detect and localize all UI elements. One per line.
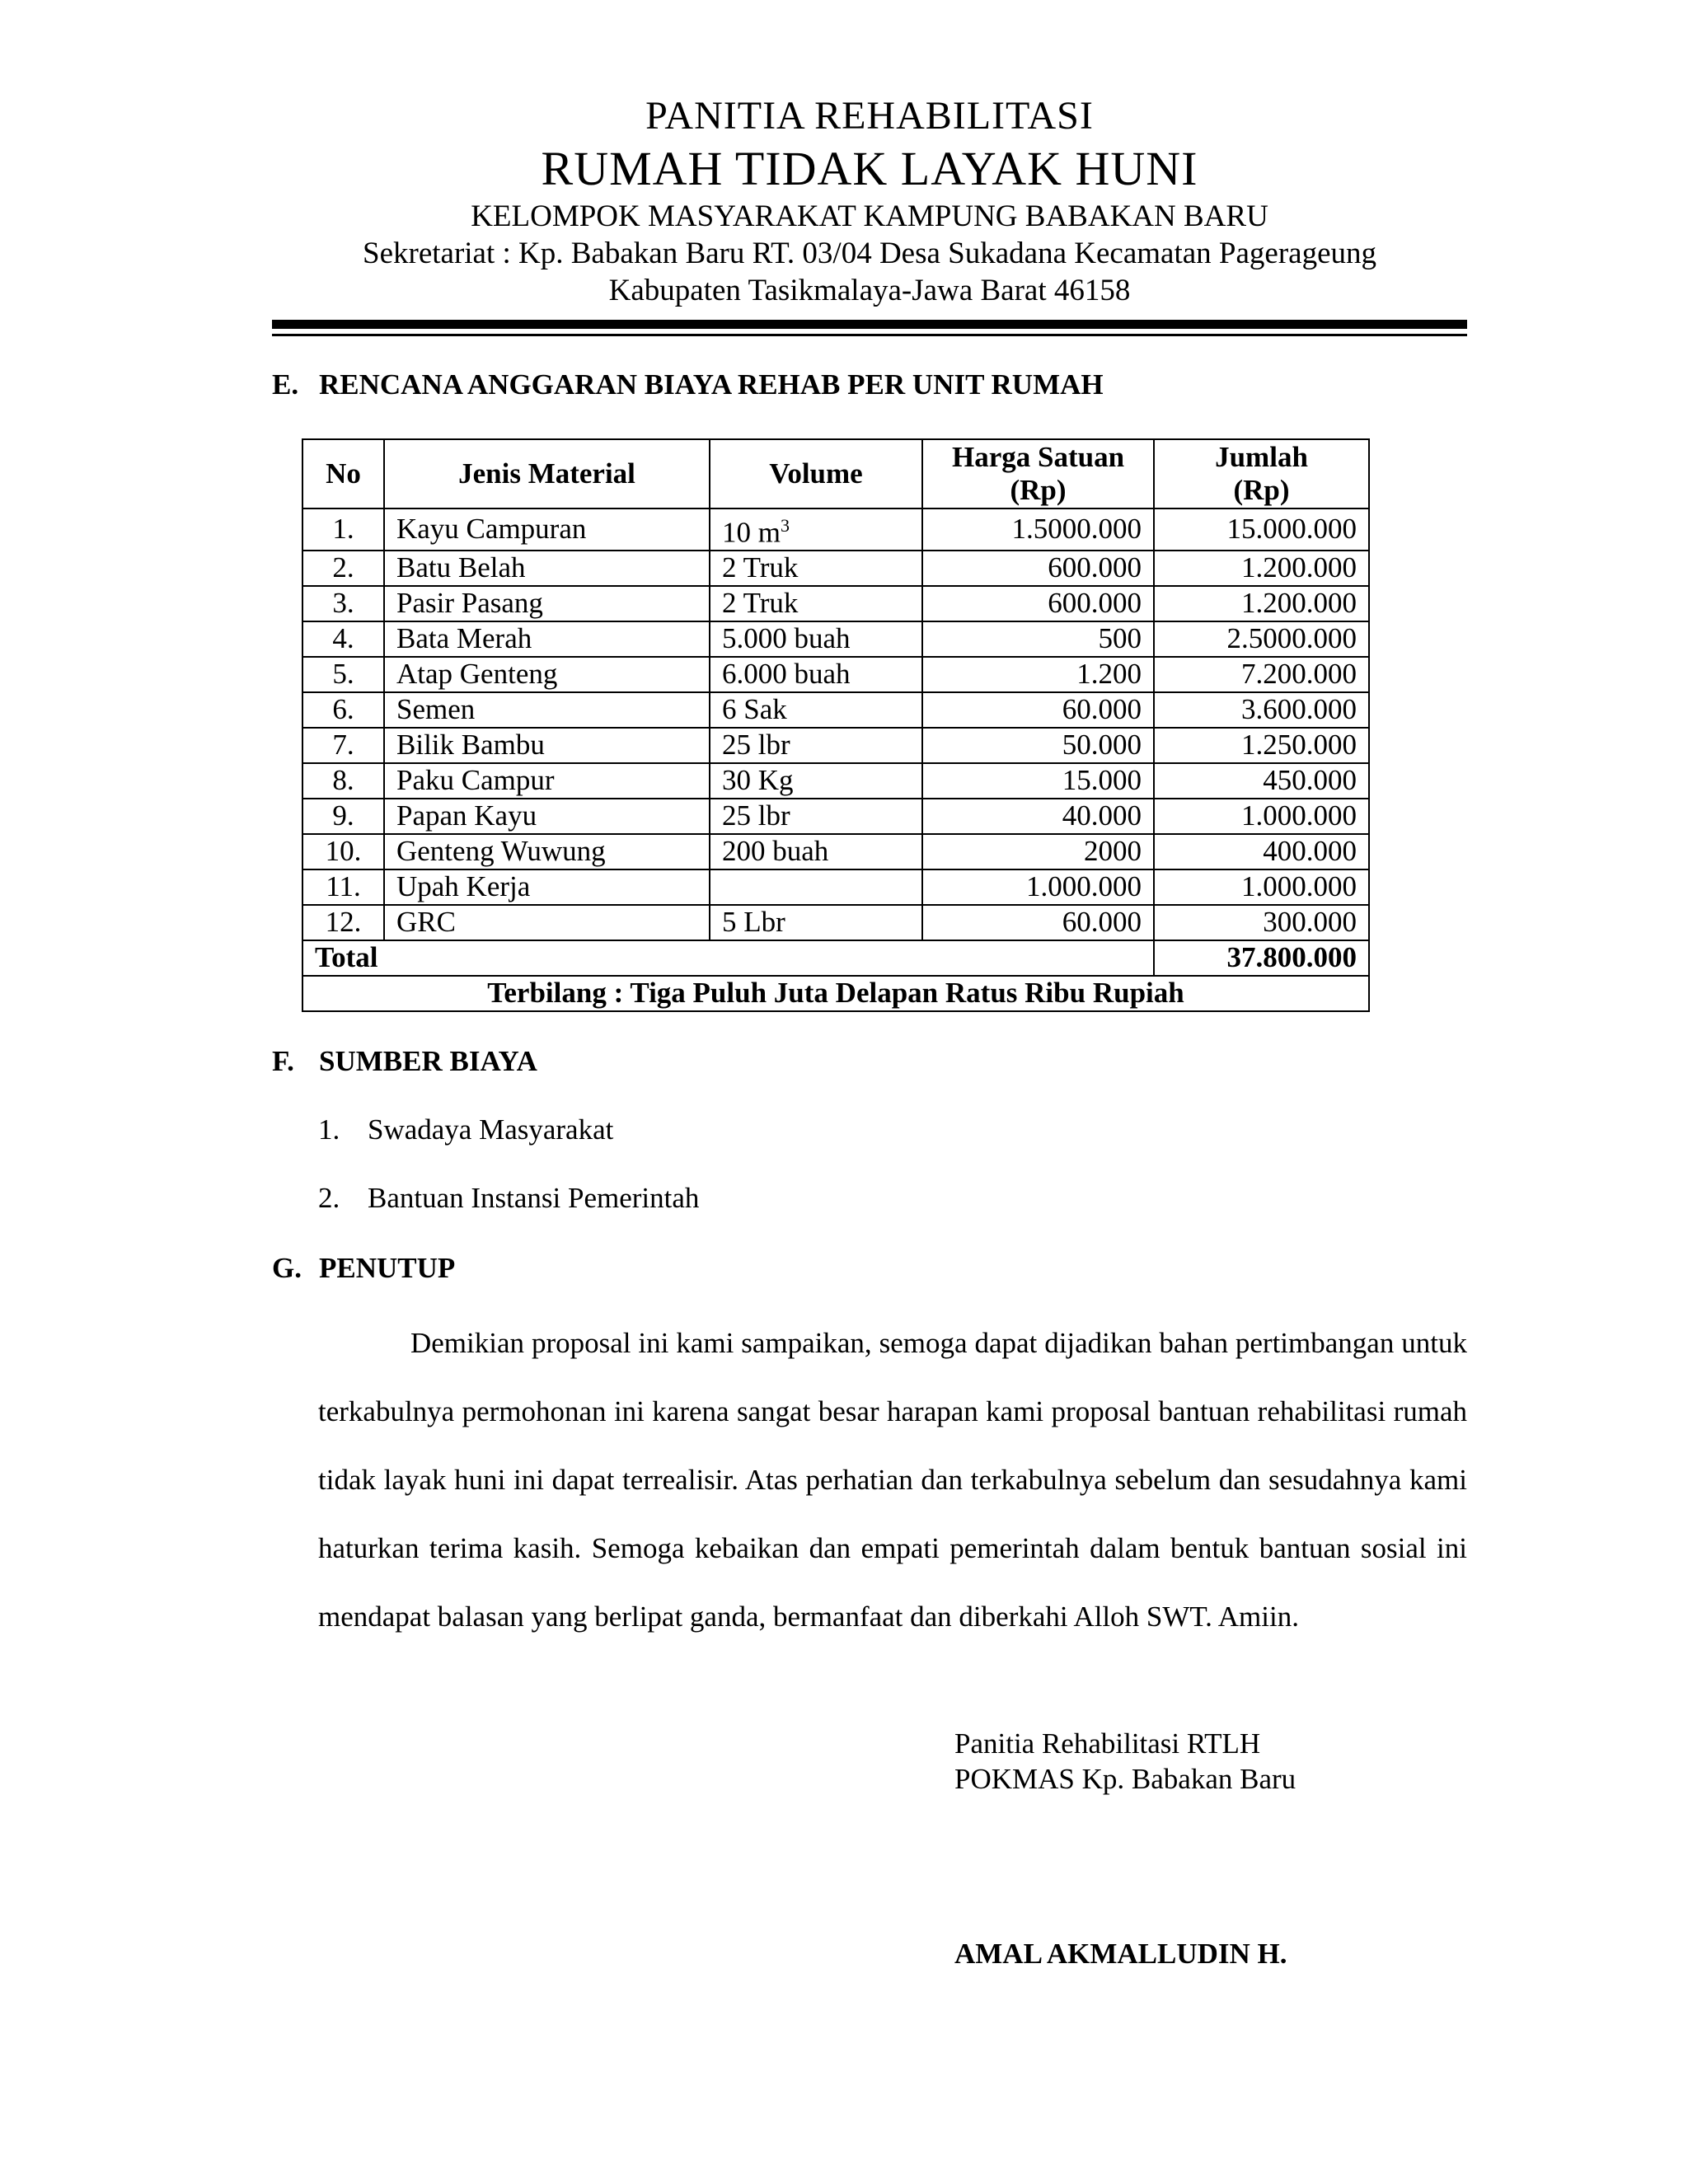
- table-row: [302, 728, 1369, 763]
- letterhead-divider-thin: [272, 334, 1467, 336]
- row-volume: 5 Lbr: [710, 905, 922, 940]
- section-g-title: PENUTUP: [319, 1252, 456, 1284]
- row-no: 5.: [302, 657, 384, 692]
- header-harga-line2: (Rp): [1010, 474, 1067, 506]
- row-jumlah: 1.000.000: [1154, 869, 1369, 905]
- row-harga: 2000: [922, 834, 1154, 869]
- header-harga: [922, 439, 1154, 509]
- row-jumlah: 7.200.000: [1154, 657, 1369, 692]
- table-row: [302, 621, 1369, 657]
- letterhead-title: RUMAH TIDAK LAYAK HUNI: [541, 142, 1198, 195]
- table-header-row: [302, 439, 1369, 509]
- row-volume: 25 lbr: [710, 728, 922, 763]
- row-volume: 2 Truk: [710, 586, 922, 621]
- table-row: [302, 869, 1369, 905]
- table-row: [302, 905, 1369, 940]
- row-no: 1.: [302, 509, 384, 551]
- signature-organization: POKMAS Kp. Babakan Baru: [954, 1763, 1296, 1795]
- letterhead-divider-thick: [272, 320, 1467, 329]
- row-jumlah: 1.250.000: [1154, 728, 1369, 763]
- row-no: 4.: [302, 621, 384, 657]
- table-row: [302, 586, 1369, 621]
- row-jumlah: 450.000: [1154, 763, 1369, 799]
- row-no: 8.: [302, 763, 384, 799]
- section-g-heading: [272, 1251, 455, 1286]
- row-material: Bilik Bambu: [384, 728, 710, 763]
- section-f-heading: [272, 1044, 537, 1079]
- row-no: 3.: [302, 586, 384, 621]
- row-harga: 50.000: [922, 728, 1154, 763]
- letterhead-region: Kabupaten Tasikmalaya-Jawa Barat 46158: [608, 274, 1131, 307]
- row-volume: 6 Sak: [710, 692, 922, 728]
- row-volume: 30 Kg: [710, 763, 922, 799]
- row-harga: 600.000: [922, 551, 1154, 586]
- row-jumlah: 300.000: [1154, 905, 1369, 940]
- signature-block: [954, 1726, 1296, 1797]
- section-g-number: G.: [272, 1252, 302, 1284]
- row-jumlah: 1.200.000: [1154, 586, 1369, 621]
- row-volume: 25 lbr: [710, 799, 922, 834]
- row-volume: [710, 869, 922, 905]
- row-harga: 60.000: [922, 692, 1154, 728]
- row-volume: 6.000 buah: [710, 657, 922, 692]
- row-material: Semen: [384, 692, 710, 728]
- row-harga: 1.5000.000: [922, 509, 1154, 551]
- row-material: Upah Kerja: [384, 869, 710, 905]
- row-volume: 200 buah: [710, 834, 922, 869]
- row-jumlah: 3.600.000: [1154, 692, 1369, 728]
- row-volume: 10 $m^3$: [710, 509, 922, 551]
- row-jumlah: 2.5000.000: [1154, 621, 1369, 657]
- table-row: [302, 551, 1369, 586]
- header-material: Jenis Material: [384, 439, 710, 509]
- table-row: [302, 692, 1369, 728]
- row-harga: 600.000: [922, 586, 1154, 621]
- volume-unit-superscript: 3: [780, 515, 790, 536]
- row-material: Pasir Pasang: [384, 586, 710, 621]
- section-f-title: SUMBER BIAYA: [319, 1045, 537, 1077]
- row-harga: 1.200: [922, 657, 1154, 692]
- row-harga: 15.000: [922, 763, 1154, 799]
- row-material: Genteng Wuwung: [384, 834, 710, 869]
- terbilang-text: Terbilang : Tiga Puluh Juta Delapan Ratus Ribu Rupiah: [302, 976, 1369, 1011]
- header-jumlah-line2: (Rp): [1233, 474, 1290, 506]
- total-label: Total: [302, 940, 1154, 976]
- letterhead: [272, 92, 1467, 309]
- row-material: Atap Genteng: [384, 657, 710, 692]
- row-volume: 5.000 buah: [710, 621, 922, 657]
- row-no: 6.: [302, 692, 384, 728]
- letterhead-address: Sekretariat : Kp. Babakan Baru RT. 03/04 Desa Sukadana Kecamatan Pagerageung: [363, 237, 1376, 270]
- list-item-number: 2.: [318, 1182, 340, 1214]
- table-row: [302, 657, 1369, 692]
- list-item: [318, 1181, 699, 1216]
- row-harga: 60.000: [922, 905, 1154, 940]
- section-f-number: F.: [272, 1045, 294, 1077]
- row-jumlah: 1.200.000: [1154, 551, 1369, 586]
- row-material: Paku Campur: [384, 763, 710, 799]
- table-row: [302, 509, 1369, 551]
- row-harga: 500: [922, 621, 1154, 657]
- signature-committee: Panitia Rehabilitasi RTLH: [954, 1727, 1261, 1760]
- table-row: [302, 763, 1369, 799]
- row-no: 11.: [302, 869, 384, 905]
- total-row: [302, 940, 1369, 976]
- total-value: 37.800.000: [1154, 940, 1369, 976]
- row-material: Bata Merah: [384, 621, 710, 657]
- section-e-heading: [272, 368, 1104, 402]
- closing-paragraph: Demikian proposal ini kami sampaikan, semoga dapat dijadikan bahan pertimbangan untuk terkabulnya permohonan ini karena sangat besar harapan kami proposal bantuan rehabilitasi rumah tidak layak huni ini dapat terrealisir. Atas perhatian dan terkabulnya sebelum dan sesudahnya kami haturkan terima kasih. Semoga kebaikan dan empati pemerintah dalam bentuk bantuan sosial ini mendapat balasan yang berlipat ganda, bermanfaat dan diberkahi Alloh SWT. Amiin.: [318, 1327, 1467, 1633]
- row-no: 9.: [302, 799, 384, 834]
- row-jumlah: 15.000.000: [1154, 509, 1369, 551]
- row-harga: 1.000.000: [922, 869, 1154, 905]
- row-harga: 40.000: [922, 799, 1154, 834]
- section-e-number: E.: [272, 368, 299, 401]
- budget-table: [302, 438, 1370, 1012]
- list-item: [318, 1113, 613, 1147]
- header-volume: Volume: [710, 439, 922, 509]
- header-no: No: [302, 439, 384, 509]
- row-no: 12.: [302, 905, 384, 940]
- header-harga-line1: Harga Satuan: [951, 441, 1125, 473]
- letterhead-committee: PANITIA REHABILITASI: [645, 94, 1094, 138]
- table-row: [302, 834, 1369, 869]
- row-jumlah: 1.000.000: [1154, 799, 1369, 834]
- list-item-text: Swadaya Masyarakat: [368, 1113, 614, 1146]
- row-no: 7.: [302, 728, 384, 763]
- row-volume: 2 Truk: [710, 551, 922, 586]
- row-material: Papan Kayu: [384, 799, 710, 834]
- table-row: [302, 799, 1369, 834]
- row-jumlah: 400.000: [1154, 834, 1369, 869]
- list-item-text: Bantuan Instansi Pemerintah: [368, 1182, 700, 1214]
- row-material: Kayu Campuran: [384, 509, 710, 551]
- row-material: Batu Belah: [384, 551, 710, 586]
- header-jumlah-line1: Jumlah: [1215, 441, 1308, 473]
- row-no: 10.: [302, 834, 384, 869]
- list-item-number: 1.: [318, 1113, 340, 1146]
- header-jumlah: [1154, 439, 1369, 509]
- row-no: 2.: [302, 551, 384, 586]
- signer-name: AMAL AKMALLUDIN H.: [954, 1938, 1287, 1970]
- row-material: GRC: [384, 905, 710, 940]
- terbilang-row: [302, 976, 1369, 1011]
- section-e-title: RENCANA ANGGARAN BIAYA REHAB PER UNIT RUMAH: [319, 368, 1104, 401]
- letterhead-group: KELOMPOK MASYARAKAT KAMPUNG BABAKAN BARU: [471, 199, 1268, 233]
